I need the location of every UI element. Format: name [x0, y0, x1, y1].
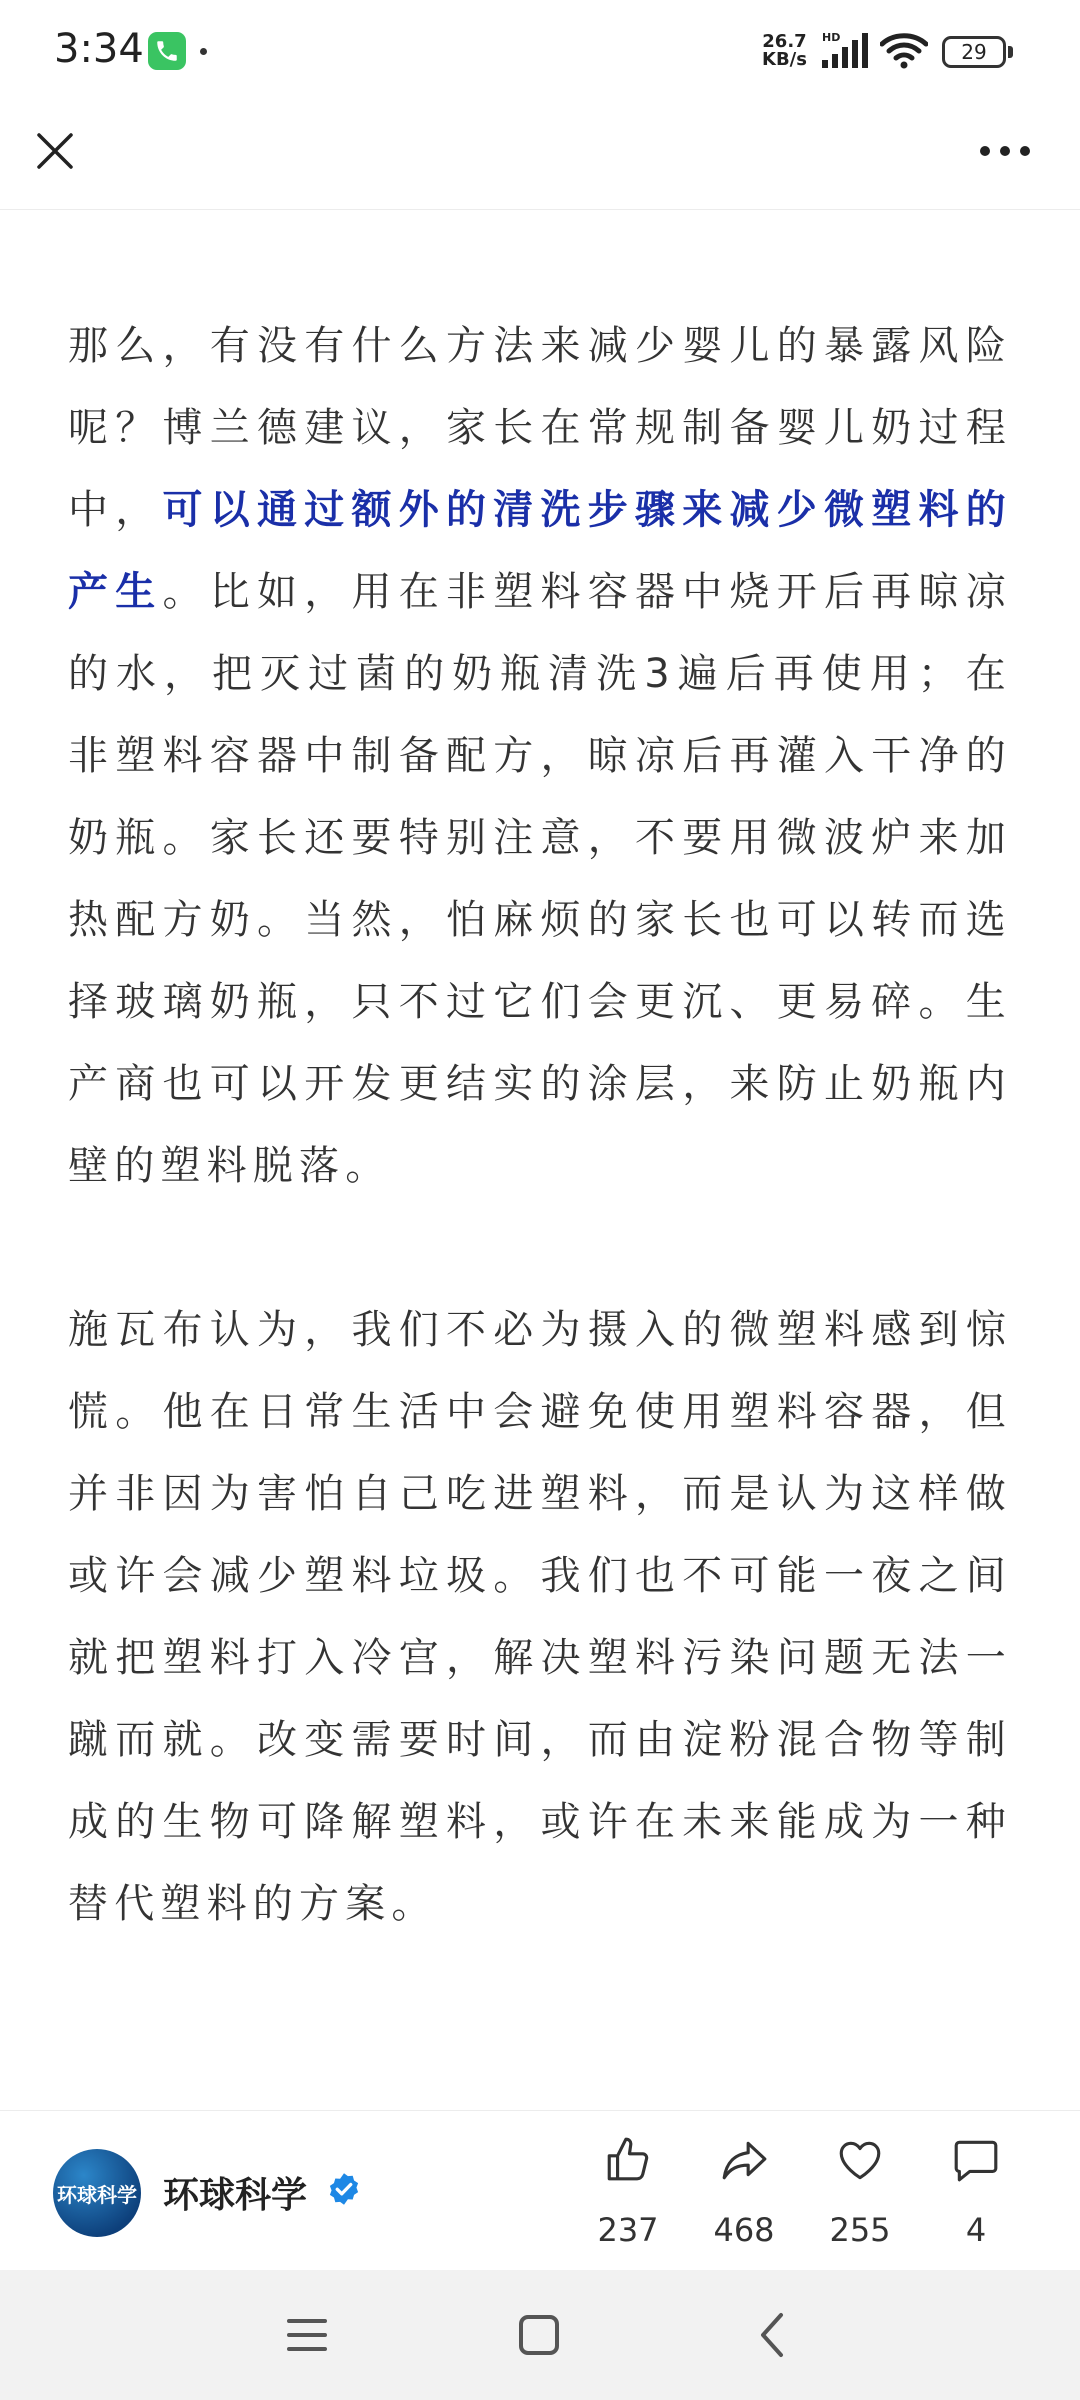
battery-indicator: 29 — [942, 36, 1006, 68]
comment-count: 4 — [965, 2211, 987, 2249]
comment-button[interactable] — [926, 2135, 1026, 2255]
network-speed — [762, 33, 807, 69]
highlighted-text: 可以通过额外的清洗步骤来减少微塑料的产生 — [68, 487, 1012, 615]
home-nav-button[interactable] — [504, 2300, 574, 2370]
avatar-logo-text: 环球科学 — [57, 2182, 137, 2207]
back-nav-button[interactable] — [738, 2300, 808, 2370]
like-count: 237 — [597, 2211, 659, 2249]
back-chevron-icon — [753, 2311, 793, 2359]
favorite-count: 255 — [829, 2211, 891, 2249]
network-speed-unit: KB/s — [762, 49, 807, 70]
author-avatar[interactable] — [53, 2149, 141, 2237]
share-button[interactable] — [694, 2135, 794, 2255]
article-body — [68, 305, 1012, 1945]
wifi-icon — [880, 32, 928, 74]
menu-nav-button[interactable] — [272, 2300, 342, 2370]
signal-icon — [820, 30, 872, 74]
bottom-action-bar — [0, 2110, 1080, 2270]
status-time: 3:34 — [54, 26, 144, 72]
status-bar — [0, 0, 1080, 100]
close-button[interactable] — [24, 120, 86, 182]
share-icon — [719, 2135, 769, 2185]
network-type-label: HD — [822, 31, 841, 44]
more-options-button[interactable] — [970, 120, 1040, 182]
phone-call-icon — [148, 32, 186, 70]
notification-dot — [200, 48, 207, 55]
like-button[interactable] — [578, 2135, 678, 2255]
home-square-icon — [517, 2313, 561, 2357]
paragraph-1-text-end: 。比如，用在非塑料容器中烧开后再晾凉的水，把灭过菌的奶瓶清洗3遍后再使用；在非塑料容器中制备配方，晾凉后再灌入干净的奶瓶。家长还要特别注意，不要用微波炉来加热配方奶。当然，怕麻烦的家长也可以转而选择玻璃奶瓶，只不过它们会更沉、更易碎。生产商也可以开发更结实的涂层，来防止奶瓶内壁的塑料脱落。 — [68, 569, 1012, 1189]
menu-icon — [285, 2315, 329, 2355]
network-speed-value: 26.7 — [762, 31, 807, 52]
article-paragraph-1 — [68, 305, 1012, 1207]
thumbs-up-icon — [603, 2135, 653, 2185]
verified-badge-icon — [326, 2171, 362, 2211]
close-icon — [35, 131, 75, 171]
share-count: 468 — [713, 2211, 775, 2249]
battery-tip — [1008, 46, 1013, 58]
comment-icon — [951, 2135, 1001, 2185]
heart-icon — [835, 2135, 885, 2185]
top-bar — [0, 100, 1080, 210]
paragraph-1-text-start: 那么，有没有什么方法来减少婴儿的暴露风险呢？博兰德建议，家长在常规制备婴儿奶过程中， — [68, 323, 1012, 533]
system-navigation-bar — [0, 2270, 1080, 2400]
more-icon — [979, 145, 1031, 157]
author-name[interactable]: 环球科学 — [163, 2175, 308, 2216]
article-paragraph-2: 施瓦布认为，我们不必为摄入的微塑料感到惊慌。他在日常生活中会避免使用塑料容器，但并非因为害怕自己吃进塑料，而是认为这样做或许会减少塑料垃圾。我们也不可能一夜之间就把塑料打入冷宫，解决塑料污染问题无法一蹴而就。改变需要时间，而由淀粉混合物等制成的生物可降解塑料，或许在未来能成为一种替代塑料的方案。 — [68, 1307, 1012, 1927]
favorite-button[interactable] — [810, 2135, 910, 2255]
